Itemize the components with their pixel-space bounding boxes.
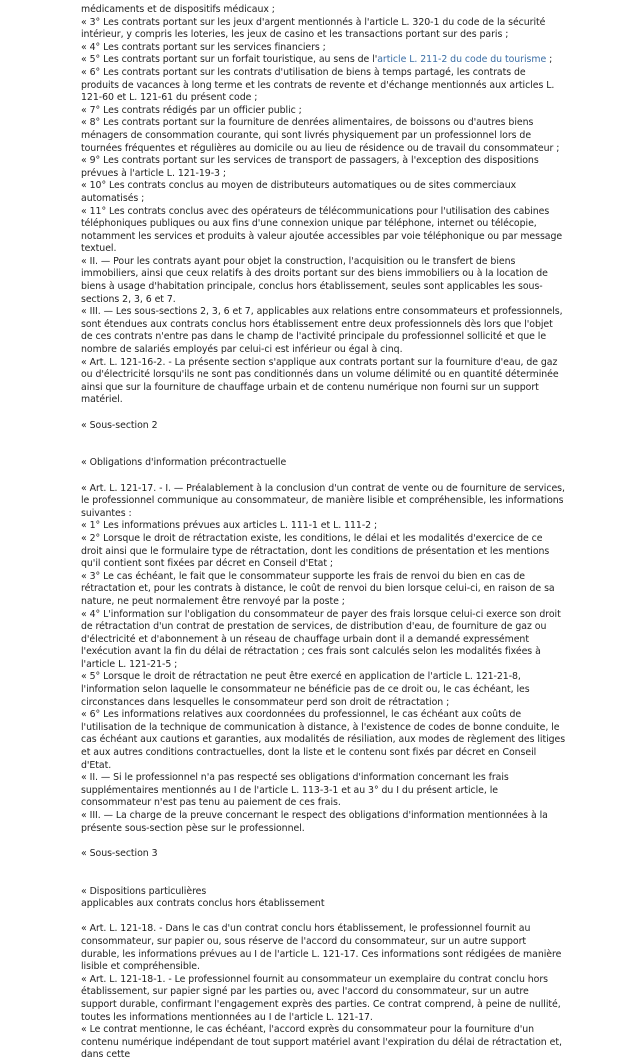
text-paragraph: « 1° Les informations prévues aux articles L. 111-1 et L. 111-2 ; — [81, 520, 378, 532]
text-paragraph: « 7° Les contrats rédigés par un officier public ; — [81, 104, 302, 116]
text-paragraph: « III. — La charge de la preuve concernant le respect des obligations d'information mentionnées à la présente sous-section pèse sur le professionnel. — [81, 810, 548, 834]
law-article-link[interactable]: article L. 211-2 du code du tourisme — [377, 54, 547, 66]
text-paragraph: « 6° Les contrats portant sur les contrats d'utilisation de biens à temps partagé, les contrats de produits de vacances à long terme et les contrats de revente et d'échange mentionnés aux articles L. 121-60 et L. 121-61 du présent code ; — [81, 66, 555, 104]
text-paragraph: « Obligations d'information précontractuelle — [81, 457, 287, 469]
text-paragraph: « 10° Les contrats conclus au moyen de distributeurs automatiques ou de sites commerciaux automatisés ; — [81, 180, 517, 204]
text-paragraph: « Le contrat mentionne, le cas échéant, l'accord exprès du consommateur pour la fourniture d'un contenu numérique indépendant de tout support matériel avant l'expiration du délai de rétractation et, dans cette — [81, 1024, 562, 1061]
paragraph-spacer — [81, 432, 566, 457]
text-paragraph: « Art. L. 121-18. - Dans le cas d'un contrat conclu hors établissement, le professionnel fournit au consommateur, sur papier ou, sous réserve de l'accord du consommateur, sur un autre support durable, les informations prévues au I de l'article L. 121-17. Ces informations sont rédigées de manière lisible et compréhensible. — [81, 923, 562, 973]
text-paragraph: « 8° Les contrats portant sur la fourniture de denrées alimentaires, de boissons ou d'autres biens ménagers de consommation courante, qui sont livrés physiquement par un professionnel lors de tournées fréquentes et régulières au domicile ou au lieu de résidence ou de travail du consommateur ; — [81, 117, 560, 154]
paragraph-spacer — [81, 470, 566, 483]
text-paragraph: « 4° Les contrats portant sur les services financiers ; — [81, 41, 326, 53]
text-paragraph: « 6° Les informations relatives aux coordonnées du professionnel, le cas échéant aux coûts de l'utilisation de la technique de communication à distance, à l'existence de codes de bonne conduite, le cas échéant aux cautions et garanties, aux modalités de résiliation, aux modes de règlement des litiges et aux autres conditions contractuelles, dont la liste et le contenu sont fixés par décret en Conseil d'Etat. — [81, 709, 566, 771]
text-paragraph: « III. — Les sous-sections 2, 3, 6 et 7, applicables aux relations entre consommateurs et professionnels, sont étendues aux contrats conclus hors établissement entre deux professionnels dès lors que l'objet de ces contrats n'entre pas dans le champ de l'activité principale du professionnel sollicité et que le nombre de salariés employés par celui-ci est inférieur ou égal à cinq. — [81, 306, 563, 356]
text-paragraph: « 9° Les contrats portant sur les services de transport de passagers, à l'exception des dispositions prévues à l'article L. 121-19-3 ; — [81, 155, 539, 179]
paragraph-spacer — [81, 911, 566, 924]
text-paragraph: « Art. L. 121-18-1. - Le professionnel fournit au consommateur un exemplaire du contrat conclu hors établissement, sur papier signé par les parties ou, avec l'accord du consommateur, sur un autre support durable, confirmant l'engagement exprès des parties. Ce contrat comprend, à peine de nullité, toutes les informations mentionnées au I de l'article L. 121-17. — [81, 973, 561, 1023]
paragraph-spacer — [81, 407, 566, 420]
text-paragraph: « 11° Les contrats conclus avec des opérateurs de télécommunications pour l'utilisation des cabines téléphoniques publiques ou aux fins d'une connexion unique par téléphone, internet ou télécopie, notamment les services et produits à valeur ajoutée accessibles par voie téléphonique ou par message textuel. — [81, 205, 563, 255]
text-paragraph: « Dispositions particulières — [81, 885, 207, 897]
text-fragment: ; — [546, 54, 553, 66]
text-paragraph: « Sous-section 3 — [81, 847, 158, 859]
text-paragraph: « 4° L'information sur l'obligation du consommateur de payer des frais lorsque celui-ci exerce son droit de rétractation d'un contrat de prestation de services, de distribution d'eau, de fourniture de gaz ou d'électricité et d'abonnement à un réseau de chauffage urbain dont il a demandé expressément l'exécution avant la fin du délai de rétractation ; ces frais sont calculés selon les modalités fixées à l'article L. 121-21-5 ; — [81, 608, 561, 670]
text-paragraph: « Sous-section 2 — [81, 419, 158, 431]
text-paragraph: « Art. L. 121-17. - I. — Préalablement à la conclusion d'un contrat de vente ou de fourniture de services, le professionnel communique au consommateur, de manière lisible et compréhensible, les informations suivantes : — [81, 482, 565, 519]
text-paragraph: « 3° Le cas échéant, le fait que le consommateur supporte les frais de renvoi du bien en cas de rétractation et, pour les contrats à distance, le coût de renvoi du bien lorsque celui-ci, en raison de sa nature, ne peut normalement être renvoyé par la poste ; — [81, 570, 555, 607]
paragraph-spacer — [81, 835, 566, 848]
text-paragraph: applicables aux contrats conclus hors établissement — [81, 898, 325, 910]
text-paragraph: « II. — Si le professionnel n'a pas respecté ses obligations d'information concernant les frais supplémentaires mentionnés au I de l'article L. 113-3-1 et au 3° du I du présent article, le consommateur n'est pas tenu au paiement de ces frais. — [81, 772, 509, 809]
text-paragraph: « 5° Lorsque le droit de rétractation ne peut être exercé en application de l'article L. 121-21-8, l'information selon laquelle le consommateur ne bénéficie pas de ce droit ou, le cas échéant, les circonstances dans lesquelles le consommateur perd son droit de rétractation ; — [81, 671, 530, 708]
document-body — [81, 4, 566, 1062]
text-fragment: « 5° Les contrats portant sur un forfait touristique, au sens de l' — [81, 54, 378, 66]
text-paragraph: « 2° Lorsque le droit de rétractation existe, les conditions, le délai et les modalités d'exercice de ce droit ainsi que le formulaire type de rétractation, dont les conditions de présentation et les mentions qu'il contient sont fixées par décret en Conseil d'Etat ; — [81, 532, 550, 570]
paragraph-spacer — [81, 860, 566, 885]
text-paragraph: « II. — Pour les contrats ayant pour objet la construction, l'acquisition ou le transfert de biens immobiliers, ainsi que ceux relatifs à des droits portant sur des biens immobiliers ou à la location de biens à usage d'habitation principale, conclus hors établissement, seules sont applicables les sous-sections 2, 3, 6 et 7. — [81, 255, 548, 305]
text-paragraph: « Art. L. 121-16-2. - La présente section s'applique aux contrats portant sur la fourniture d'eau, de gaz ou d'électricité lorsqu'ils ne sont pas conditionnés dans un volume délimité ou en quantité déterminée ainsi que sur la fourniture de chauffage urbain et de contenu numérique non fourni sur un support matériel. — [81, 356, 559, 406]
text-line — [81, 54, 566, 67]
text-paragraph: médicaments et de dispositifs médicaux ; — [81, 4, 275, 15]
text-paragraph: « 3° Les contrats portant sur les jeux d'argent mentionnés à l'article L. 320-1 du code de la sécurité intérieur, y compris les loteries, les jeux de casino et les transactions portant sur des paris ; — [81, 16, 546, 41]
